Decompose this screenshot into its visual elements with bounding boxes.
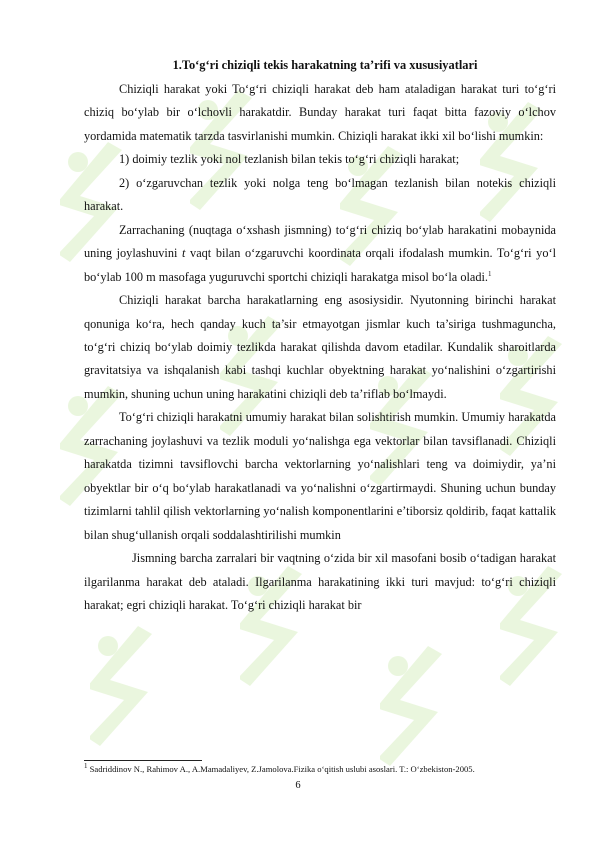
page-number: 6 [295, 780, 301, 791]
body-text [84, 78, 556, 617]
footnote-divider [84, 760, 202, 761]
paragraph: Chiziqli harakat yoki To‘g‘ri chiziqli harakat deb ham ataladigan harakat turi to‘g‘ri chiziq bo‘ylab bir o‘lchovli harakatdir. Bunday harakat turi faqat bitta fazoviy o‘lchov yordamida matematik tarzda tasvirlanishi mumkin. Chiziqli harakat ikki xil bo‘lishi mumkin: [84, 82, 556, 143]
footnote-text: Sadriddinov N., Rahimov A., A.Mamadaliyev, Z.Jamolova.Fizika o‘qitish uslubi asoslari. T.: O‘zbekiston-2005. [87, 764, 475, 774]
time-variable: t [182, 246, 186, 261]
footnote-reference[interactable]: 1 [487, 269, 492, 278]
footnote-mark: 1 [84, 762, 88, 771]
paragraph-text: vaqt bilan o‘zgaruvchi koordinata orqali ifodalash mumkin. To‘g‘ri yo‘l bo‘ylab 100 m masofaga yuguruvchi sportchi chiziqli harakatga misol bo‘la oladi. [84, 246, 556, 284]
paragraph: Chiziqli harakat barcha harakatlarning eng asosiysidir. Nyutonning birinchi harakat qonuniga ko‘ra, hech qanday kuch ta’sir etmayotgan jismlar kuch ta’siriga tushmaguncha, to‘g‘ri chiziq bo‘ylab doimiy tezlikda harakat qilishda davom etadilar. Kundalik sharoitlarda gravitatsiya va ishqalanish kabi tashqi kuchlar obyektning harakat yo‘nalishini o‘zgartirishi mumkin, shuning uchun uning harakatini chiziqli deb ta’riflab bo‘lmaydi. [84, 293, 556, 401]
logo-watermark-icon [380, 640, 448, 772]
paragraph-text: Zarrachaning (nuqtaga o‘xshash jismning) to‘g‘ri chiziq bo‘ylab harakatini mobaynida uning joylashuvini [84, 222, 556, 261]
paragraph: Jismning barcha zarralari bir vaqtning o‘zida bir xil masofani bosib o‘tadigan harakat ilgarilanma harakat deb ataladi. Ilgarilanma harakatining ikki turi mavjud: to‘g‘ri chiziqli harakat; egri chiziqli harakat. To‘g‘ri chiziqli harakat bir [84, 551, 556, 612]
paragraph [84, 219, 556, 289]
section-title: 1.To‘g‘ri chiziqli tekis harakatning ta’rifi va xususiyatlari [172, 58, 478, 72]
paragraph: To‘g‘ri chiziqli harakatni umumiy harakat bilan solishtirish mumkin. Umumiy harakatda zarrachaning joylashuvi va tezlik moduli yo‘nalishga ega vektorlar bilan tavsiflanadi. Chiziqli harakatda tizimni tavsiflovchi barcha vektorlarning yo‘nalishlari teng va doimiydir, ya’ni obyektlar bir o‘q bo‘ylab harakatlanadi va yo‘nalishni o‘zgartirmaydi. Shuning uchun bunday tizimlarni tahlil qilish vektorlarning yo‘nalish komponentlarini e’tiborsiz qoldirib, faqat kattalik bilan shug‘ullanish orqali soddalashtirilishi mumkin [84, 410, 556, 542]
list-item: 2) o‘zgaruvchan tezlik yoki nolga teng bo‘lmagan tezlanish bilan notekis chiziqli harakat. [84, 175, 556, 214]
footnote [84, 764, 564, 775]
list-item: 1) doimiy tezlik yoki nol tezlanish bilan tekis to‘g‘ri chiziqli harakat; [119, 152, 460, 167]
logo-watermark-icon [90, 620, 158, 752]
